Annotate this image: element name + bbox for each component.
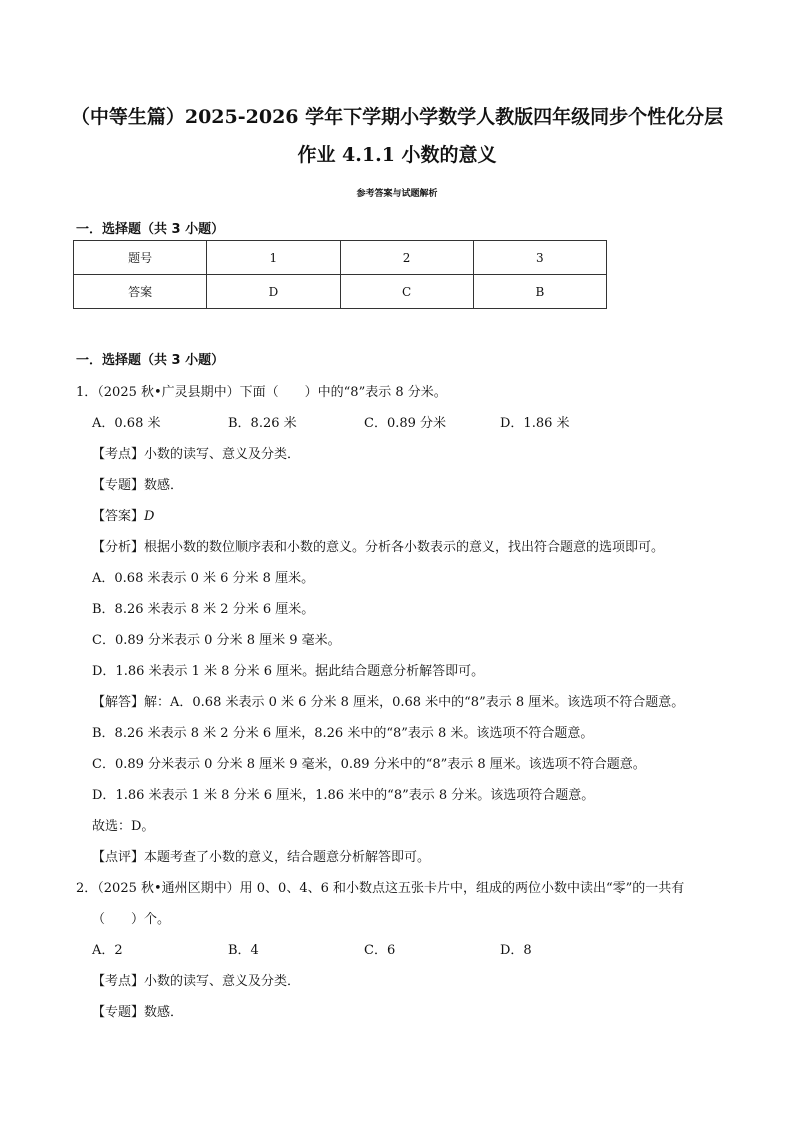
q2-kaodian: 【考点】小数的读写、意义及分类． bbox=[92, 974, 301, 989]
q2-options bbox=[76, 935, 726, 966]
q2-stem: 2．（2025 秋•通州区期中）用 0、0、4、6 和小数点这五张卡片中，组成的两位小数中读出“零”的一共有 bbox=[76, 881, 685, 896]
q2-option-a: A．2 bbox=[92, 943, 123, 958]
table-cell-number: 2 bbox=[340, 241, 473, 275]
q1-analysis-line: B．8.26 米表示 8 米 2 分米 6 厘米。 bbox=[92, 602, 315, 617]
q1-analysis-line: C．0.89 分米表示 0 分米 8 厘米 9 毫米。 bbox=[92, 633, 341, 648]
q1-option-d: D．1.86 米 bbox=[500, 416, 570, 431]
q1-zhuanti: 【专题】数感． bbox=[92, 478, 184, 493]
table-row bbox=[74, 275, 607, 309]
q2-option-b: B．4 bbox=[228, 943, 259, 958]
table-cell-answer: B bbox=[473, 275, 606, 309]
table-answer-label: 答案 bbox=[74, 275, 207, 309]
q1-solution-line: C．0.89 分米表示 0 分米 8 厘米 9 毫米，0.89 分米中的“8”表示 8 厘米。该选项不符合题意。 bbox=[92, 757, 646, 772]
q1-answer-value: D bbox=[144, 509, 155, 524]
q2-option-c: C．6 bbox=[364, 943, 396, 958]
q1-analysis-line: A．0.68 米表示 0 米 6 分米 8 厘米。 bbox=[92, 571, 315, 586]
table-cell-number: 1 bbox=[207, 241, 340, 275]
q1-analysis: 【分析】根据小数的数位顺序表和小数的意义。分析各小数表示的意义，找出符合题意的选项即可。 bbox=[92, 540, 665, 555]
q1-comment: 【点评】本题考查了小数的意义，结合题意分析解答即可。 bbox=[92, 850, 431, 865]
q2-stem-cont: （ ）个。 bbox=[92, 912, 171, 927]
table-cell-answer: D bbox=[207, 275, 340, 309]
q1-option-c: C．0.89 分米 bbox=[364, 416, 447, 431]
q2-option-d: D．8 bbox=[500, 943, 532, 958]
q1-answer bbox=[76, 501, 726, 532]
q1-options bbox=[76, 408, 726, 439]
q2-zhuanti: 【专题】数感． bbox=[92, 1005, 184, 1020]
table-header-label: 题号 bbox=[74, 241, 207, 275]
q1-kaodian: 【考点】小数的读写、意义及分类． bbox=[92, 447, 301, 462]
q1-option-a: A．0.68 米 bbox=[92, 416, 161, 431]
q1-option-b: B．8.26 米 bbox=[228, 416, 297, 431]
table-cell-answer: C bbox=[340, 275, 473, 309]
table-row bbox=[74, 241, 607, 275]
section-heading-answers: 一．选择题（共 3 小题） bbox=[76, 222, 225, 237]
q1-conclusion: 故选：D。 bbox=[92, 819, 155, 834]
q1-solution-line: 【解答】解：A．0.68 米表示 0 米 6 分米 8 厘米，0.68 米中的“8”表示 8 厘米。该选项不符合题意。 bbox=[92, 695, 685, 710]
q1-solution-line: D．1.86 米表示 1 米 8 分米 6 厘米，1.86 米中的“8”表示 8 分米。该选项符合题意。 bbox=[92, 788, 595, 803]
section-heading-questions: 一．选择题（共 3 小题） bbox=[76, 353, 225, 368]
q1-solution-line: B．8.26 米表示 8 米 2 分米 6 厘米，8.26 米中的“8”表示 8 米。该选项不符合题意。 bbox=[92, 726, 594, 741]
document-subtitle: 参考答案与试题解析 bbox=[356, 189, 438, 199]
q1-answer-tag: 【答案】 bbox=[92, 509, 145, 524]
document-title: （中等生篇）2025-2026 学年下学期小学数学人教版四年级同步个性化分层作业 4.1.1 小数的意义 bbox=[70, 106, 724, 166]
question-content bbox=[76, 377, 726, 1028]
answer-table bbox=[73, 240, 607, 309]
q1-stem: 1．（2025 秋•广灵县期中）下面（ ）中的“8”表示 8 分米。 bbox=[76, 385, 447, 400]
table-cell-number: 3 bbox=[473, 241, 606, 275]
q1-analysis-line: D．1.86 米表示 1 米 8 分米 6 厘米。据此结合题意分析解答即可。 bbox=[92, 664, 485, 679]
